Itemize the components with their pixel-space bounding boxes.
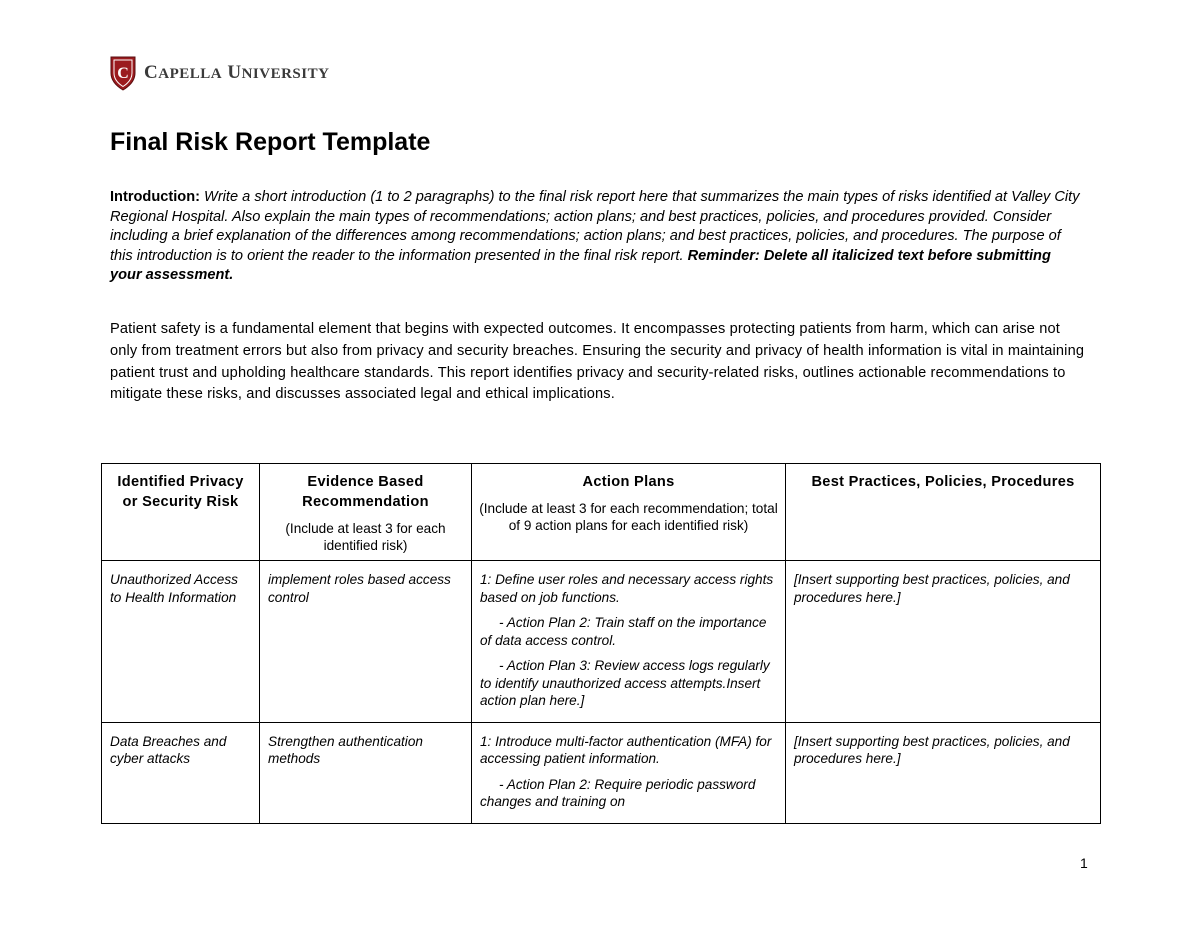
table-row: [102, 722, 1101, 823]
page-title: Final Risk Report Template: [110, 128, 431, 156]
intro-label: Introduction:: [110, 189, 200, 205]
header-recommendation: Evidence Based Recommendation (Include at least 3 for each identified risk): [260, 464, 472, 561]
table-header-row: [102, 464, 1101, 561]
brand-rest-2: NIVERSITY: [241, 66, 330, 82]
intro-text: Write a short introduction (1 to 2 paragraphs) to the final risk report here that summarizes the main types of risks identified at Valley City Regional Hospital. Also explain the main types of recommendations; action plans; and best practices, policies, and procedures provided. Consider including a brief explanation of the differences among recommendations; action plans; and best practices, policies, and procedures. The purpose of this introduction is to orient the reader to the information presented in the final risk report.: [110, 189, 1080, 264]
shield-icon: [108, 55, 138, 91]
action-plan-item: 1: Define user roles and necessary access rights based on job functions.: [480, 572, 774, 605]
action-plan-item: 1: Introduce multi-factor authentication (MFA) for accessing patient information.: [480, 733, 772, 766]
shield-letter: C: [117, 65, 129, 82]
header-best-practices: Best Practices, Policies, Procedures: [786, 464, 1101, 561]
best-practices-cell: [Insert supporting best practices, policies, and procedures here.]: [786, 722, 1101, 823]
recommendation-cell: Strengthen authentication methods: [260, 722, 472, 823]
table-row: [102, 561, 1101, 723]
risk-cell: Unauthorized Access to Health Information: [102, 561, 260, 723]
action-plan-item: - Action Plan 2: Require periodic password changes and training on: [480, 776, 756, 809]
header-risk: Identified Privacy or Security Risk: [102, 464, 260, 561]
brand-rest-1: APELLA: [158, 66, 223, 82]
action-plans-cell: [472, 561, 786, 723]
body-paragraph: Patient safety is a fundamental element that begins with expected outcomes. It encompasses protecting patients from harm, which can arise not only from treatment errors but also from privacy and security breaches. Ensuring the security and privacy of health information is vital in maintaining patient trust and upholding healthcare standards. This report identifies privacy and security-related risks, outlines actionable recommendations to mitigate these risks, and discusses associated legal and ethical implications.: [110, 321, 1085, 403]
page-number: 1: [1080, 855, 1088, 871]
brand-initial-2: U: [227, 62, 242, 83]
action-plan-item: - Action Plan 2: Train staff on the importance of data access control.: [480, 615, 767, 648]
university-name: [144, 62, 329, 84]
risk-cell: Data Breaches and cyber attacks: [102, 722, 260, 823]
introduction: [110, 188, 1085, 286]
action-plan-item: - Action Plan 3: Review access logs regularly to identify unauthorized access attempts.Insert action plan here.]: [480, 658, 770, 708]
recommendation-cell: implement roles based access control: [260, 561, 472, 723]
header-action-plans: Action Plans (Include at least 3 for each recommendation; total of 9 action plans for each identified risk): [472, 464, 786, 561]
best-practices-cell: [Insert supporting best practices, policies, and procedures here.]: [786, 561, 1101, 723]
intro-reminder: Reminder: Delete all italicized text before submitting your assessment.: [110, 247, 1051, 283]
risk-table: [101, 463, 1101, 824]
brand-initial-1: C: [144, 62, 159, 83]
capella-logo: [108, 55, 329, 91]
action-plans-cell: [472, 722, 786, 823]
